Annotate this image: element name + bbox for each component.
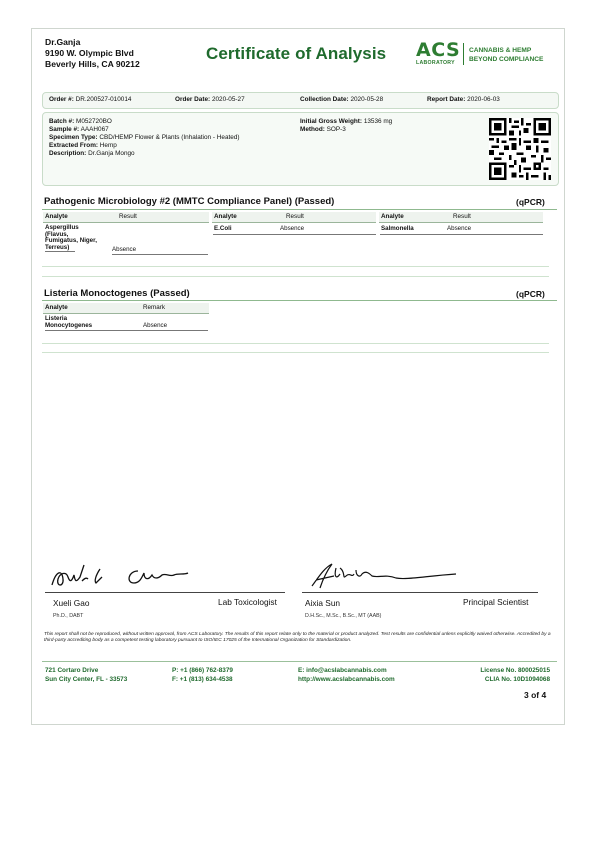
sample-number <box>49 126 109 134</box>
collection-date <box>300 96 383 103</box>
specimen-type <box>49 134 240 142</box>
signer-1-role: Lab Toxicologist <box>218 597 277 607</box>
batch-label: Batch #: <box>49 118 75 125</box>
weight-value: 13536 mg <box>363 118 393 125</box>
signer-1-credentials: Ph.D., DABT <box>53 613 84 619</box>
description <box>49 150 135 158</box>
signature-line-1 <box>45 592 285 593</box>
analyte-header: Analyte <box>214 213 237 220</box>
logo-laboratory: LABORATORY <box>416 60 455 66</box>
report-date <box>427 96 500 103</box>
sample-label: Sample #: <box>49 126 80 133</box>
footer-email-link[interactable]: E: info@acslabcannabis.com <box>298 667 387 674</box>
analyte-header: Analyte <box>45 304 68 311</box>
order-number-value: DR.200527-010014 <box>75 96 132 103</box>
initial-gross-weight <box>300 118 392 126</box>
footer-website-link[interactable]: http://www.acslabcannabis.com <box>298 676 395 683</box>
microbiology-method: (qPCR) <box>516 197 545 207</box>
remark-header: Remark <box>143 304 166 311</box>
description-value: Dr.Ganja Mongo <box>88 150 135 157</box>
result-header: Result <box>119 213 137 220</box>
qr-code <box>489 118 551 180</box>
sample-info-box <box>42 112 559 186</box>
method <box>300 126 346 134</box>
analyte-name: Listeria <box>45 315 68 322</box>
signature-xueli-gao <box>48 561 218 591</box>
logo-divider <box>463 43 464 65</box>
analyte-name: Salmonella <box>381 225 414 232</box>
collection-date-value: 2020-05-28 <box>350 96 384 103</box>
analyte-header: Analyte <box>381 213 404 220</box>
blank-line <box>42 352 549 353</box>
method-label: Method: <box>300 126 325 133</box>
collection-date-label: Collection Date: <box>300 96 349 103</box>
page-number: 3 of 4 <box>524 690 547 700</box>
report-date-value: 2020-06-03 <box>467 96 500 103</box>
license-number: License No. 800025015 <box>480 667 550 674</box>
footer-phone-number: P: +1 (866) 762-8379 <box>172 667 233 674</box>
result-value: Absence <box>112 246 137 253</box>
extracted-from-label: Extracted From: <box>49 142 99 149</box>
order-date-value: 2020-05-27 <box>211 96 245 103</box>
acs-logo <box>416 39 556 68</box>
clia-number: CLIA No. 10D1094068 <box>484 676 550 683</box>
listeria-divider <box>42 300 557 301</box>
batch-number <box>49 118 112 126</box>
blank-line <box>42 343 549 344</box>
signature-line-2 <box>302 592 538 593</box>
footer-phone <box>172 666 233 684</box>
analyte-name: Fumigatus, Niger, <box>45 237 97 244</box>
result-header: Result <box>453 213 471 220</box>
footer-fax-number: F: +1 (813) 634-4538 <box>172 676 233 683</box>
weight-label: Initial Gross Weight: <box>300 118 363 125</box>
batch-value: M052720BO <box>76 118 112 125</box>
footer-contact <box>298 666 395 684</box>
analyte-name: (Flavus, <box>45 230 69 238</box>
order-number <box>49 96 131 103</box>
listeria-method: (qPCR) <box>516 289 545 299</box>
footer-address-line-1: 721 Cortaro Drive <box>45 667 99 674</box>
order-date <box>175 96 245 103</box>
client-street: 9190 W. Olympic Blvd <box>45 48 134 58</box>
footer-address <box>45 666 127 684</box>
remark-value: Absence <box>143 322 168 329</box>
method-value: SOP-3 <box>326 126 346 133</box>
blank-line <box>42 266 549 267</box>
micro-col-header-3 <box>379 212 543 223</box>
order-number-label: Order #: <box>49 96 74 103</box>
order-date-label: Order Date: <box>175 96 211 103</box>
signer-2-name: Aixia Sun <box>305 598 341 608</box>
microbiology-divider <box>42 209 557 210</box>
result-value: Absence <box>447 225 472 232</box>
microbiology-title: Pathogenic Microbiology #2 (MMTC Compliance Panel) (Passed) <box>44 196 335 207</box>
logo-acs: ACS <box>416 39 461 61</box>
extracted-from <box>49 142 117 150</box>
micro-col-header-2 <box>212 212 376 223</box>
blank-line <box>42 276 549 277</box>
analyte-header: Analyte <box>45 213 68 220</box>
listeria-col-header <box>43 303 209 314</box>
result-header: Result <box>286 213 304 220</box>
specimen-type-label: Specimen Type: <box>49 134 98 141</box>
signer-2-credentials: D.H.Sc., M.Sc., B.Sc., MT (AAB) <box>305 613 382 619</box>
client-name: Dr.Ganja <box>45 37 81 47</box>
client-address <box>45 37 140 70</box>
order-info-bar <box>42 92 559 109</box>
signer-1-name: Xueli Gao <box>53 598 90 608</box>
analyte-name: E.Coli <box>214 225 232 232</box>
underline <box>45 251 75 252</box>
logo-tagline-1: CANNABIS & HEMP <box>469 47 532 54</box>
analyte-name: Aspergillus <box>45 224 79 231</box>
footer-license <box>466 666 550 684</box>
footer-divider <box>42 661 557 662</box>
row-rule <box>213 234 376 235</box>
report-date-label: Report Date: <box>427 96 466 103</box>
analyte-name: Monocytogenes <box>45 322 93 329</box>
description-label: Description: <box>49 150 87 157</box>
row-rule <box>45 330 208 331</box>
document-title: Certificate of Analysis <box>206 44 387 63</box>
result-value: Absence <box>280 225 305 232</box>
listeria-title: Listeria Monoctogenes (Passed) <box>44 288 190 299</box>
client-city: Beverly Hills, CA 90212 <box>45 59 140 69</box>
signer-2-role: Principal Scientist <box>463 597 529 607</box>
footer-address-line-2: Sun City Center, FL - 33573 <box>45 676 128 683</box>
logo-tagline-2: BEYOND COMPLIANCE <box>469 56 544 63</box>
extracted-from-value: Hemp <box>99 142 117 149</box>
signature-aixia-sun <box>306 560 476 590</box>
sample-value: AAAH067 <box>80 126 109 133</box>
row-rule <box>112 254 208 255</box>
row-rule <box>380 234 543 235</box>
disclaimer-text: This report shall not be reproduced, without written approval, from ACS Laboratory. The results of this report relate only to the material or product analyzed. Test results are confidential unless explicitly waived otherwise. Accredited by a third-party accrediting body as a competent testing laboratory pursuant to ISO/IEC 17025 of the International Organization for Standardization. <box>44 632 551 643</box>
micro-col-header-1 <box>43 212 209 223</box>
analyte-name: Terreus) <box>45 243 70 251</box>
specimen-type-value: CBD/HEMP Flower & Plants (Inhalation - Heated) <box>99 134 240 141</box>
